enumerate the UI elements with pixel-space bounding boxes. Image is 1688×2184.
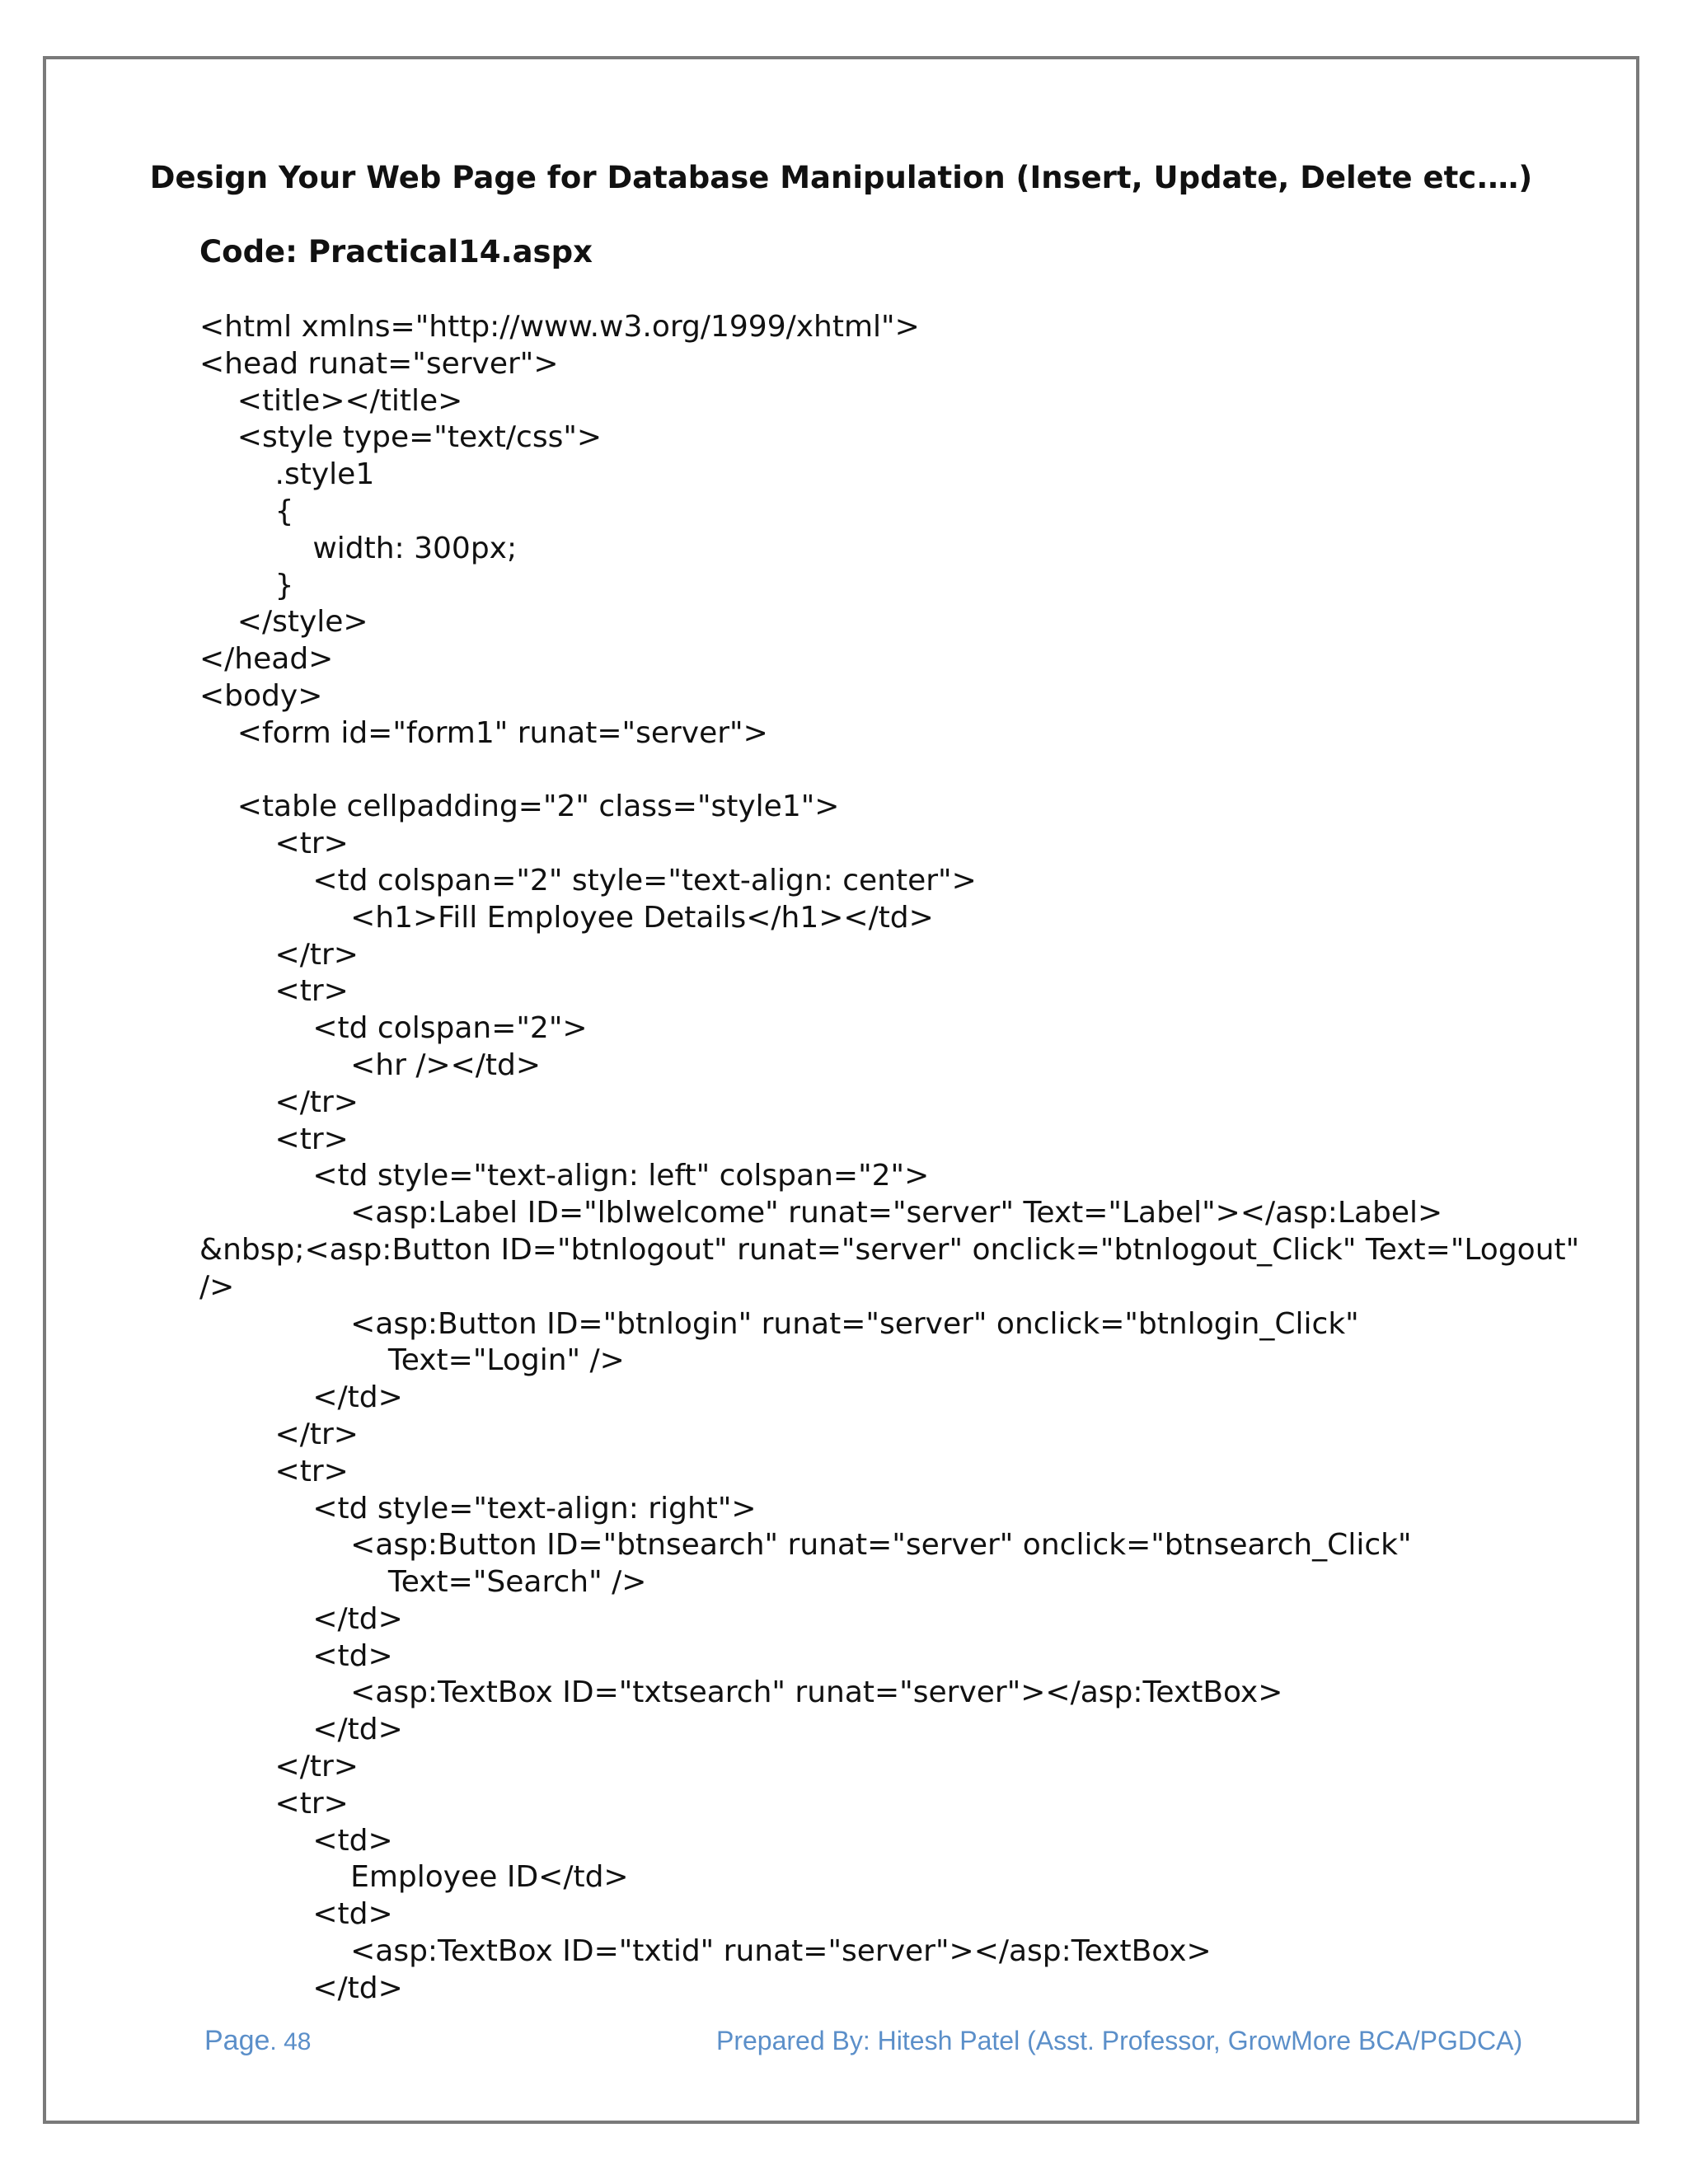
- code-line: <td>: [199, 1638, 393, 1673]
- code-line: <asp:Button ID="btnlogin" runat="server" onclick="btnlogin_Click": [199, 1306, 1359, 1341]
- code-line: &nbsp;<asp:Button ID="btnlogout" runat="server" onclick="btnlogout_Click" Text="Logout": [199, 1232, 1580, 1267]
- code-line: <asp:TextBox ID="txtsearch" runat="server"></asp:TextBox>: [199, 1675, 1283, 1710]
- code-line: <asp:Button ID="btnsearch" runat="server" onclick="btnsearch_Click": [199, 1528, 1412, 1563]
- code-line: Text="Search" />: [199, 1565, 647, 1600]
- footer-credit: Prepared By: Hitesh Patel (Asst. Professor, GrowMore BCA/PGDCA): [716, 2026, 1523, 2055]
- code-line: <tr>: [199, 827, 349, 861]
- code-line: </head>: [199, 642, 334, 677]
- code-line: />: [199, 1269, 235, 1304]
- code-line: <html xmlns="http://www.w3.org/1999/xhtml">: [199, 310, 920, 344]
- code-line: </tr>: [199, 1085, 359, 1119]
- code-line: </td>: [199, 1971, 403, 2005]
- code-line: <td>: [199, 1897, 393, 1932]
- code-line: </tr>: [199, 1750, 359, 1784]
- code-line: <head runat="server">: [199, 346, 559, 381]
- code-line: <style type="text/css">: [199, 420, 603, 455]
- code-line: <td colspan="2" style="text-align: center">: [199, 863, 977, 898]
- code-line: </style>: [199, 605, 368, 640]
- code-line: <tr>: [199, 1122, 349, 1156]
- code-line: <title></title>: [199, 383, 463, 418]
- code-line: [199, 752, 1638, 790]
- code-line: <td style="text-align: left" colspan="2">: [199, 1159, 930, 1193]
- code-heading: Code: Practical14.aspx: [199, 234, 593, 269]
- code-line: </tr>: [199, 937, 359, 972]
- code-line: <asp:TextBox ID="txtid" runat="server"></asp:TextBox>: [199, 1934, 1212, 1969]
- code-listing: [199, 309, 1638, 2008]
- footer-page-number: [204, 2024, 311, 2059]
- code-line: <asp:Label ID="lblwelcome" runat="server" Text="Label"></asp:Label>: [199, 1196, 1443, 1230]
- code-line: width: 300px;: [199, 531, 518, 565]
- page-number: . 48: [270, 2028, 312, 2055]
- code-line: </td>: [199, 1601, 403, 1636]
- code-line: Text="Login" />: [199, 1343, 625, 1378]
- page-label: Page: [204, 2025, 270, 2056]
- code-line: </tr>: [199, 1417, 359, 1451]
- code-line: <hr /></td>: [199, 1047, 542, 1082]
- code-line: .style1: [199, 457, 375, 492]
- code-line: Employee ID</td>: [199, 1860, 629, 1895]
- code-line: <td>: [199, 1823, 393, 1858]
- code-line: }: [199, 568, 294, 602]
- code-line: </td>: [199, 1713, 403, 1747]
- code-line: <tr>: [199, 1786, 349, 1821]
- code-line: <table cellpadding="2" class="style1">: [199, 790, 840, 824]
- code-line: <body>: [199, 678, 323, 713]
- document-title: Design Your Web Page for Database Manipulation (Insert, Update, Delete etc.…): [149, 160, 1533, 195]
- code-line: <td colspan="2">: [199, 1011, 588, 1046]
- code-line: <td style="text-align: right">: [199, 1491, 757, 1526]
- code-line: </td>: [199, 1380, 403, 1415]
- code-line: <tr>: [199, 1454, 349, 1488]
- code-line: <h1>Fill Employee Details</h1></td>: [199, 900, 934, 935]
- code-line: <form id="form1" runat="server">: [199, 715, 768, 750]
- code-line: {: [199, 494, 294, 528]
- code-line: <tr>: [199, 974, 349, 1009]
